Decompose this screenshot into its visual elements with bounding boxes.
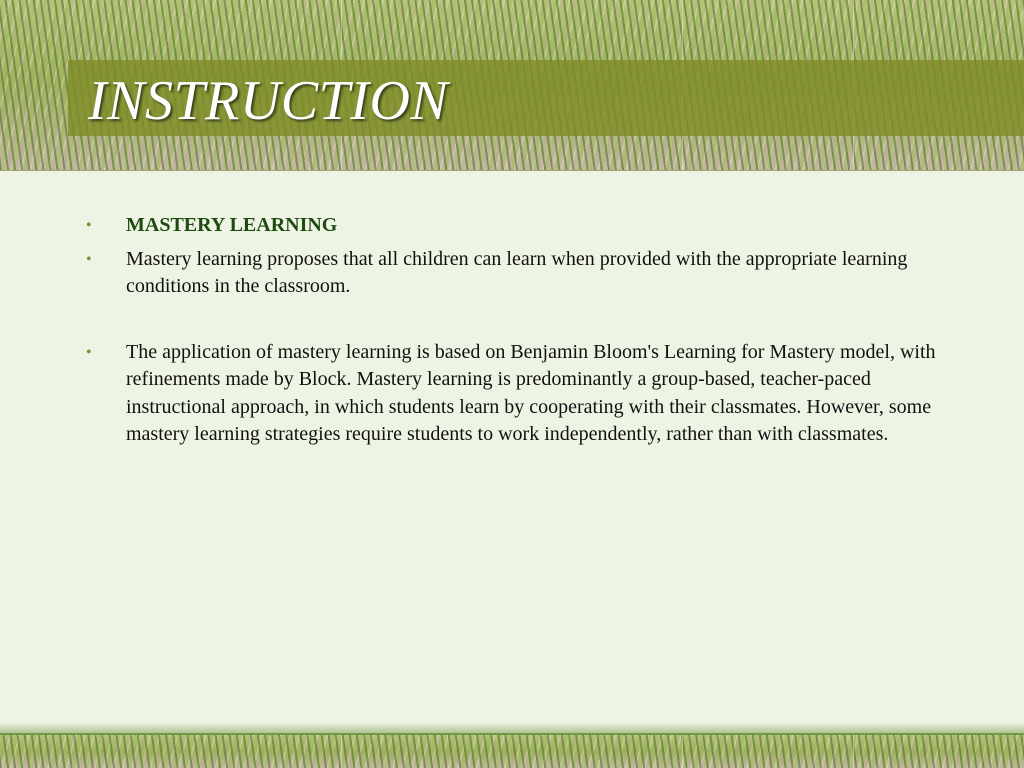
slide-content bbox=[0, 212, 1024, 449]
bullet-item bbox=[0, 246, 1024, 301]
bullet-icon: • bbox=[86, 217, 92, 234]
bullet-item bbox=[0, 212, 1024, 240]
tile-seam bbox=[682, 735, 683, 768]
slide-title: INSTRUCTION bbox=[88, 70, 449, 132]
bullet-text: Mastery learning proposes that all children can learn when provided with the appropriate learning conditions in the classroom. bbox=[126, 247, 908, 297]
tile-seam bbox=[341, 735, 342, 768]
footer-grass-banner bbox=[0, 735, 1024, 768]
bullet-icon: • bbox=[86, 343, 92, 361]
bullet-item bbox=[0, 339, 1024, 449]
bullet-icon: • bbox=[86, 250, 92, 268]
bullet-heading-text: MASTERY LEARNING bbox=[126, 214, 338, 236]
bullet-text: The application of mastery learning is based on Benjamin Bloom's Learning for Mastery model, with refinements made by Block. Mastery learning is predominantly a group-based, teacher-paced instructional approach, in which students learn by cooperating with their classmates. However, some mastery learning strategies require students to work independently, rather than with classmates. bbox=[126, 340, 936, 445]
tile-seam bbox=[853, 735, 854, 768]
bullet-list bbox=[0, 212, 1024, 449]
